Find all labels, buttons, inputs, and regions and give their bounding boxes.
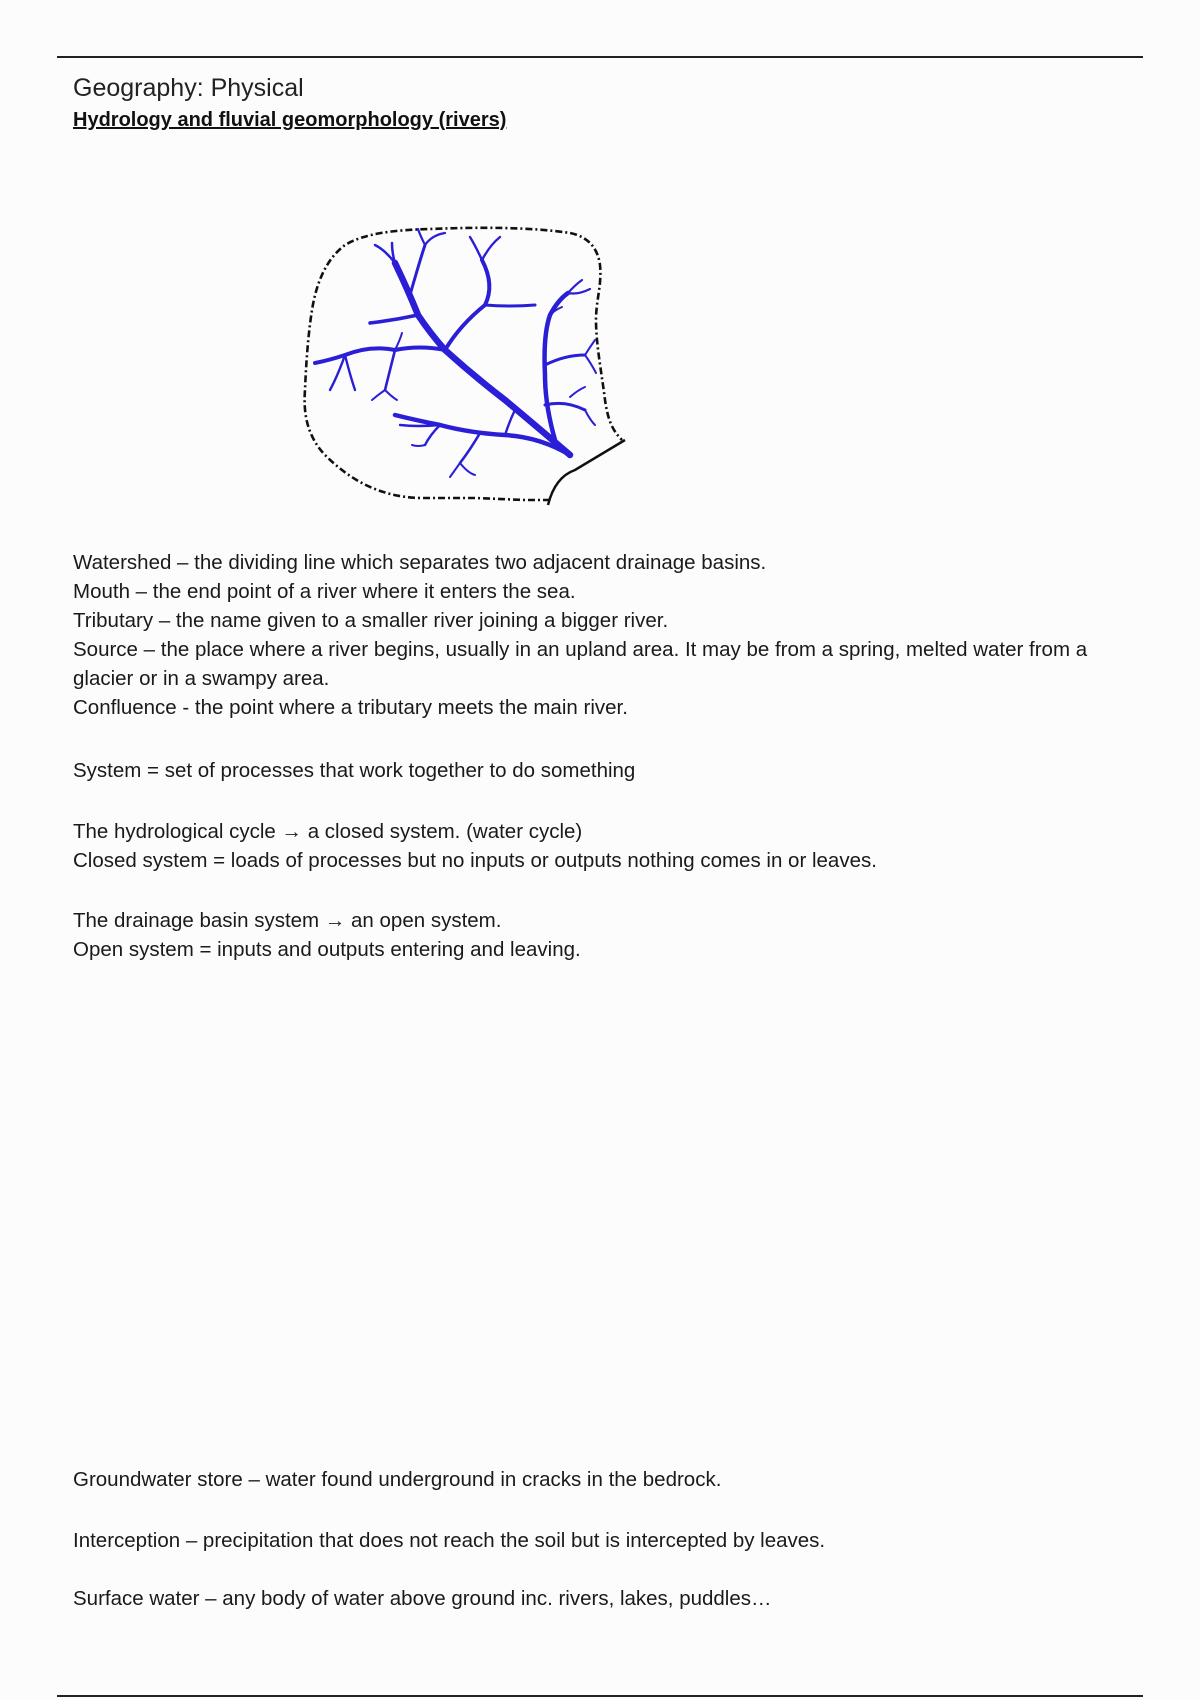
definition-tributary: Tributary – the name given to a smaller river joining a bigger river. bbox=[73, 609, 669, 632]
page-topic-heading: Hydrology and fluvial geomorphology (rivers) bbox=[73, 109, 507, 131]
system-definition: System = set of processes that work together to do something bbox=[73, 759, 636, 782]
open-system-definition: Open system = inputs and outputs entering and leaving. bbox=[73, 938, 581, 961]
river-network bbox=[315, 229, 596, 477]
definition-groundwater-store: Groundwater store – water found underground in cracks in the bedrock. bbox=[73, 1468, 722, 1491]
tributary-right bbox=[545, 293, 568, 440]
tributary-upper-left bbox=[370, 315, 418, 323]
hydrological-cycle-block bbox=[73, 817, 1133, 875]
drainage-basin-svg bbox=[300, 215, 660, 515]
definition-surface-water: Surface water – any body of water above ground inc. rivers, lakes, puddles… bbox=[73, 1587, 772, 1610]
definitions-block bbox=[73, 548, 1133, 722]
page-subject: Geography: Physical bbox=[73, 74, 304, 102]
bottom-rule bbox=[57, 1695, 1143, 1697]
top-rule bbox=[57, 56, 1143, 58]
definition-mouth: Mouth – the end point of a river where it enters the sea. bbox=[73, 580, 576, 603]
definition-interception: Interception – precipitation that does not reach the soil but is intercepted by leaves. bbox=[73, 1529, 826, 1552]
drainage-basin-line: The drainage basin system → an open system. bbox=[73, 909, 502, 932]
definition-source: Source – the place where a river begins, usually in an upland area. It may be from a spring, melted water from a glacier or in a swampy area. bbox=[73, 638, 1088, 690]
drainage-basin-diagram bbox=[300, 215, 660, 515]
hydrological-cycle-line: The hydrological cycle → a closed system. (water cycle) bbox=[73, 820, 583, 843]
definition-confluence: Confluence - the point where a tributary meets the main river. bbox=[73, 696, 628, 719]
tributary-upper-center bbox=[445, 260, 489, 350]
drainage-basin-block bbox=[73, 906, 1133, 964]
tributary-left-middle bbox=[315, 348, 445, 364]
definition-watershed: Watershed – the dividing line which separates two adjacent drainage basins. bbox=[73, 551, 767, 574]
closed-system-definition: Closed system = loads of processes but no inputs or outputs nothing comes in or leaves. bbox=[73, 849, 877, 872]
